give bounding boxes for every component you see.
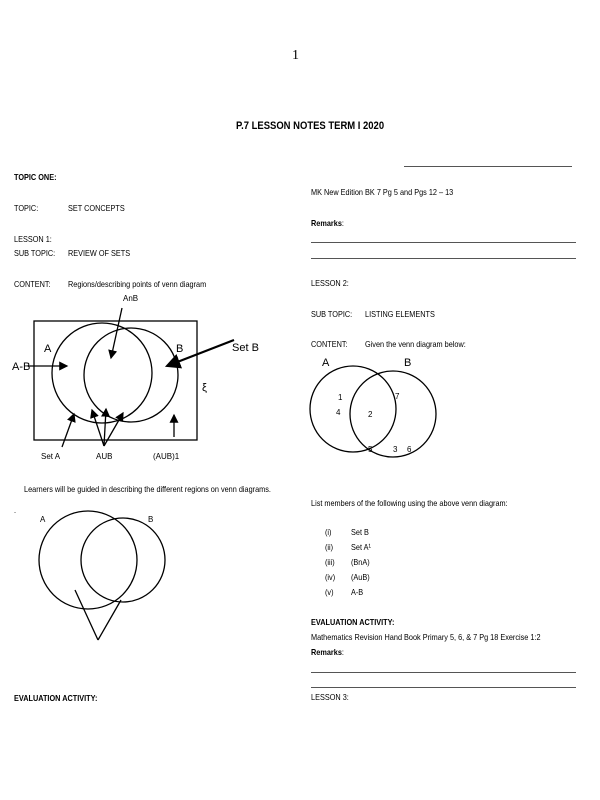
item-4-text: (AuB) — [351, 572, 370, 582]
label-union-complement: (AUB)1 — [153, 452, 180, 461]
remarks-line-2 — [311, 258, 576, 259]
label-a-2: A — [40, 515, 46, 524]
element-a-only-1: 1 — [338, 393, 343, 402]
right-content-label: CONTENT: — [311, 339, 348, 349]
element-bottom-3: 6 — [407, 445, 412, 454]
signature-line — [404, 166, 572, 167]
item-4-num: (iv) — [325, 572, 336, 582]
label-a-3: A — [322, 357, 330, 369]
topic-value: SET CONCEPTS — [68, 203, 125, 213]
right-evaluation-heading: EVALUATION ACTIVITY: — [311, 617, 395, 627]
circle-a-2 — [39, 511, 137, 609]
item-1-text: Set B — [351, 527, 369, 537]
label-intersection: AnB — [123, 294, 139, 303]
label-b-3: B — [404, 357, 412, 369]
remarks-2-label: Remarks: — [311, 647, 344, 657]
item-2-text: Set A¹ — [351, 542, 371, 552]
label-b: B — [176, 343, 184, 355]
subtopic-value: REVIEW OF SETS — [68, 248, 131, 258]
content-label: CONTENT: — [14, 279, 51, 289]
label-set-a: Set A — [41, 452, 61, 461]
element-a-only-2: 4 — [336, 408, 341, 417]
lesson-1-label: LESSON 1: — [14, 234, 52, 244]
item-2-num: (ii) — [325, 542, 334, 552]
element-intersection-1: 2 — [368, 410, 373, 419]
arrow-set-a — [62, 414, 74, 447]
guidance-text: Learners will be guided in describing the different regions on venn diagrams. — [24, 484, 271, 494]
element-bottom-1: 5 — [368, 445, 373, 454]
circle-a-3 — [310, 366, 396, 452]
label-a-minus-b: A-B — [12, 361, 31, 373]
item-5-num: (v) — [325, 587, 334, 597]
bullet-dot: . — [14, 505, 17, 515]
remarks-2-line-2 — [311, 687, 576, 688]
page-number: 1 — [292, 48, 299, 63]
label-a: A — [44, 343, 52, 355]
document-title: P.7 LESSON NOTES TERM I 2020 — [236, 120, 385, 132]
element-b-only-1: 7 — [395, 392, 400, 401]
label-set-b: Set B — [232, 342, 259, 354]
pointer-line-right — [98, 600, 121, 640]
arrow-intersection — [111, 308, 122, 358]
lesson-3-label: LESSON 3: — [311, 692, 349, 702]
topic-label: TOPIC: — [14, 203, 39, 213]
remarks-2-line-1 — [311, 672, 576, 673]
right-evaluation-text: Mathematics Revision Hand Book Primary 5, 6, & 7 Pg 18 Exercise 1:2 — [311, 632, 541, 642]
item-3-num: (iii) — [325, 557, 335, 567]
content-value: Regions/describing points of venn diagram — [68, 279, 207, 289]
reference-text: MK New Edition BK 7 Pg 5 and Pgs 12 – 13 — [311, 187, 454, 197]
remarks-label: Remarks: — [311, 218, 344, 228]
right-subtopic-label: SUB TOPIC: — [311, 309, 353, 319]
remarks-line-1 — [311, 242, 576, 243]
right-subtopic-value: LISTING ELEMENTS — [365, 309, 435, 319]
pointer-line-left — [75, 590, 98, 640]
right-content-value: Given the venn diagram below: — [365, 339, 466, 349]
list-instruction: List members of the following using the above venn diagram: — [311, 498, 508, 508]
item-5-text: A-B — [351, 587, 364, 597]
label-union: AUB — [96, 452, 113, 461]
topic-heading: TOPIC ONE: — [14, 172, 57, 182]
circle-b-2 — [81, 518, 165, 602]
element-bottom-2: 3 — [393, 445, 398, 454]
item-3-text: (BnA) — [351, 557, 370, 567]
item-1-num: (i) — [325, 527, 332, 537]
label-universal: ξ — [202, 382, 207, 394]
label-b-2: B — [148, 515, 154, 524]
left-evaluation-heading: EVALUATION ACTIVITY: — [14, 693, 98, 703]
circle-b — [84, 328, 178, 422]
lesson-2-label: LESSON 2: — [311, 278, 349, 288]
subtopic-label: SUB TOPIC: — [14, 248, 56, 258]
